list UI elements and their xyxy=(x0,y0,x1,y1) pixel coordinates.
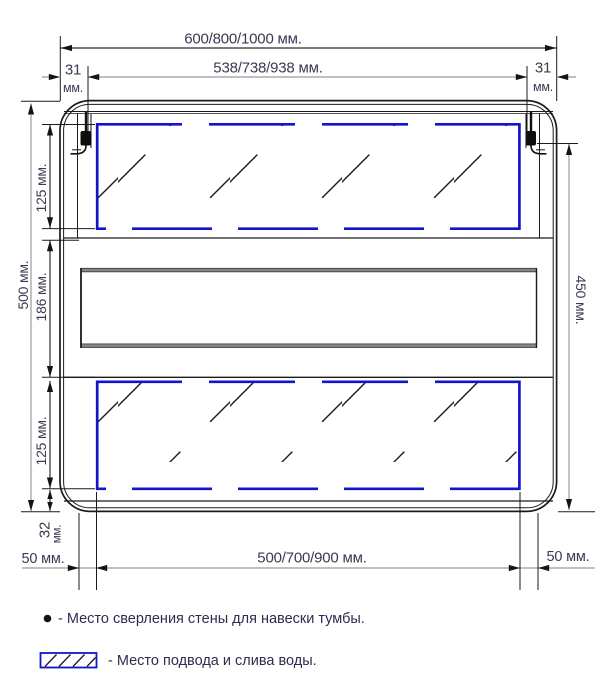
dim-mount-height-label: 450 мм. xyxy=(573,275,589,325)
dim-left-zones xyxy=(42,125,95,512)
dim-offset-left-unit: мм. xyxy=(62,80,84,95)
dim-offset-left-value: 31 xyxy=(64,61,82,79)
water-zone-bottom xyxy=(96,381,521,491)
drawer-band xyxy=(81,268,538,348)
water-zone-top xyxy=(96,123,521,230)
dim-bottom-zone-label: 125 мм. xyxy=(33,416,49,466)
legend-drill-text: - Место сверления стены для навески тумбы. xyxy=(58,611,365,627)
dim-bottom-band xyxy=(22,492,595,590)
dim-bottom-gap-value: 32 xyxy=(36,521,54,539)
dim-bottom-offset-left-label: 50 мм. xyxy=(21,550,65,567)
dim-height-label: 500 мм. xyxy=(15,260,31,310)
dim-offset-right-unit: мм. xyxy=(532,79,554,94)
dim-bottom-width-label: 500/700/900 мм. xyxy=(257,549,367,567)
legend-water-text: - Место подвода и слива воды. xyxy=(108,653,317,669)
dim-bottom-offset-right-label: 50 мм. xyxy=(546,548,590,565)
dim-middle-zone-label: 186 мм. xyxy=(33,272,49,322)
dim-inner-width-label: 538/738/938 мм. xyxy=(213,59,323,77)
dim-mount-height xyxy=(537,144,595,512)
water-zone-swatch-icon xyxy=(41,653,97,668)
dim-total-width-label: 600/800/1000 мм. xyxy=(184,30,302,48)
mount-bracket-right xyxy=(526,112,547,154)
dim-top-zone-label: 125 мм. xyxy=(33,163,49,213)
drill-point-icon xyxy=(44,615,52,623)
dim-bottom-gap-unit: мм. xyxy=(51,524,64,544)
dim-offset-right-value: 31 xyxy=(534,59,552,77)
